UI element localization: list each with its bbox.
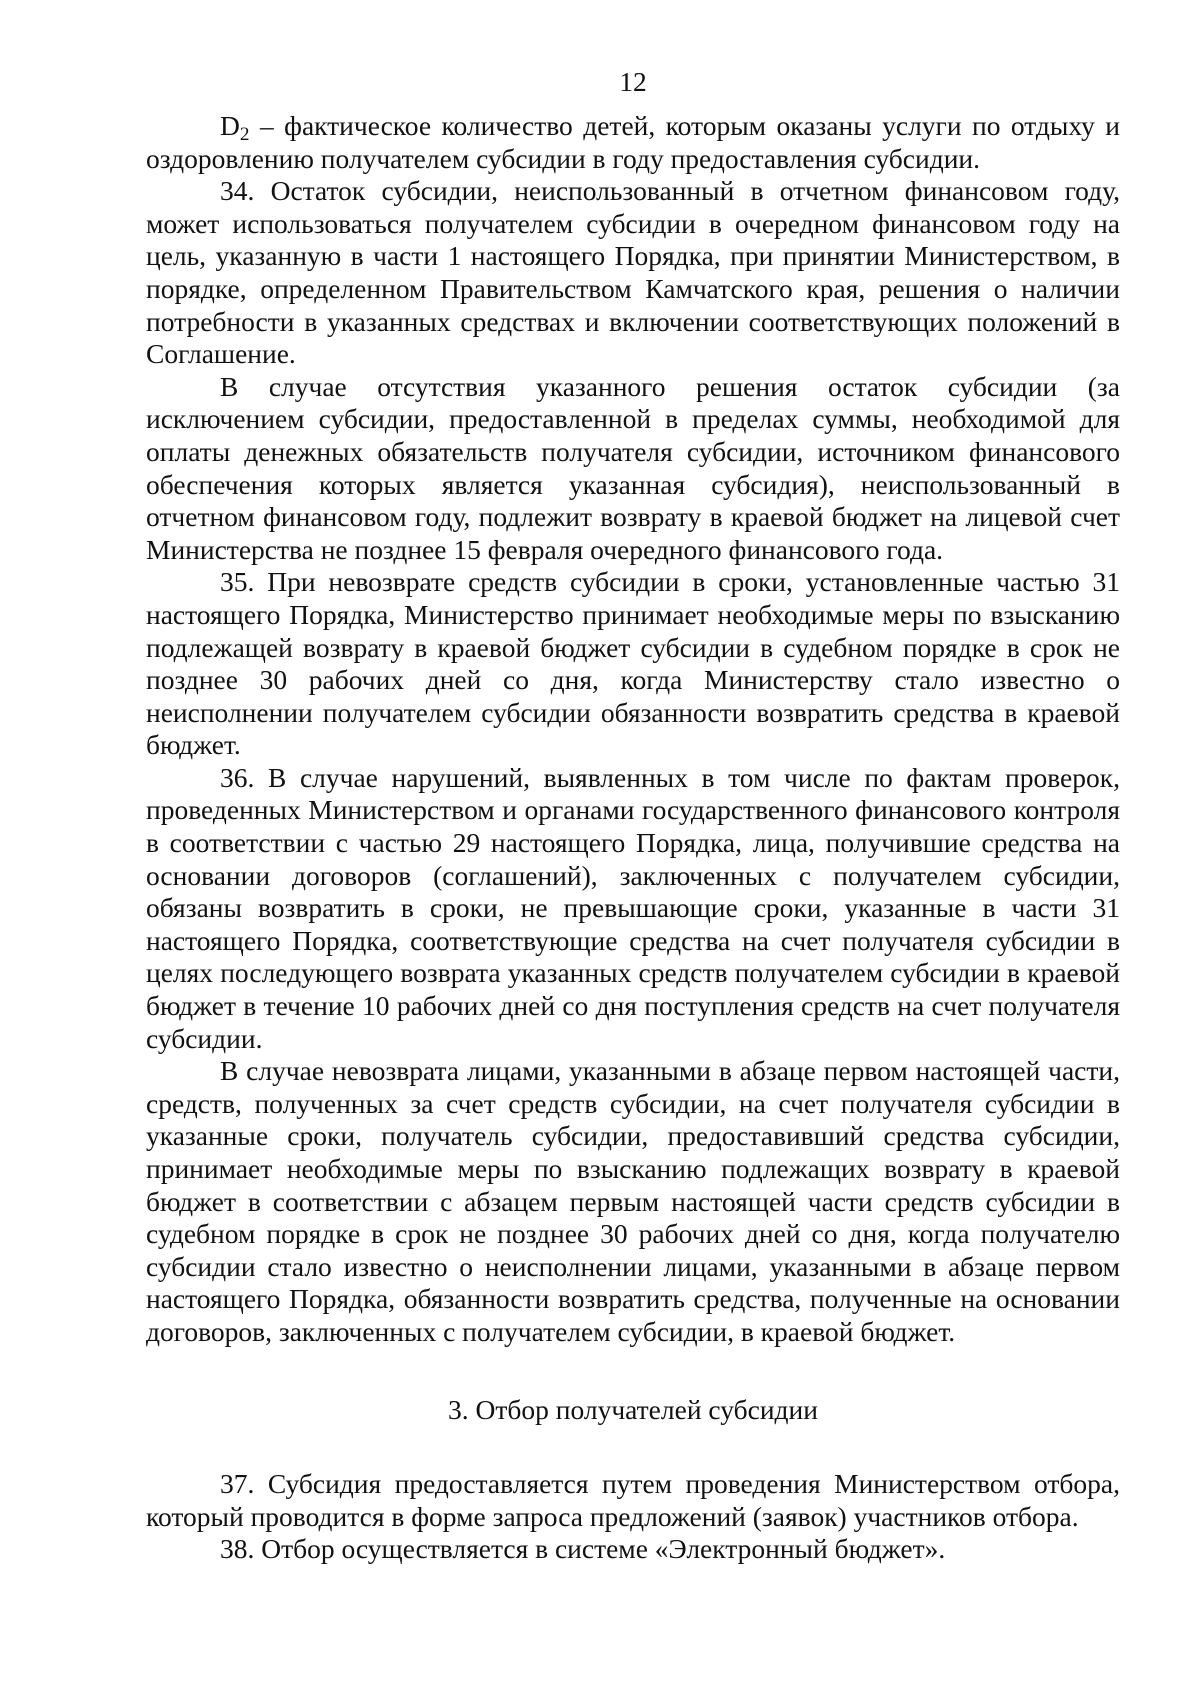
paragraph-35: 35. При невозврате средств субсидии в сроки, установленные частью 31 настоящего Порядка, Министерство принимает необходимые меры по взысканию подлежащей возврату в краевой бюджет субсидии в судебном порядке в срок не позднее 30 рабочих дней со дня, когда Министерству стало известно о неисполнении получателем субсидии обязанности возвратить средства в краевой бюджет. [146, 566, 1120, 761]
variable-subscript: 2 [239, 123, 250, 145]
paragraph-38: 38. Отбор осуществляется в системе «Электронный бюджет». [220, 1533, 946, 1565]
page-number: 12 [619, 66, 647, 97]
document-page [146, 66, 1120, 1566]
paragraph-34-part-2: В случае отсутствия указанного решения остаток субсидии (за исключением субсидии, предоставленной в пределах суммы, необходимой для оплаты денежных обязательств получателя субсидии, источником финансового обеспечения которых является указанная субсидия), неиспользованный в отчетном финансовом году, подлежит возврату в краевой бюджет на лицевой счет Министерства не позднее 15 февраля очередного финансового года. [146, 370, 1120, 565]
paragraph-37: 37. Субсидия предоставляется путем проведения Министерством отбора, который проводится в форме запроса предложений (заявок) участников отбора. [146, 1468, 1120, 1532]
variable-symbol: D [220, 110, 240, 141]
paragraph-36-part-2: В случае невозврата лицами, указанными в абзаце первом настоящей части, средств, полученных за счет средств субсидии, на счет получателя субсидии в указанные сроки, получатель субсидии, предоставивший средства субсидии, принимает необходимые меры по взысканию подлежащих возврату в краевой бюджет в соответствии с абзацем первым настоящей части средств субсидии в судебном порядке в срок не позднее 30 рабочих дней со дня, когда получателю субсидии стало известно о неисполнении лицами, указанными в абзаце первом настоящего Порядка, обязанности возвратить средства, полученные на основании договоров, заключенных с получателем субсидии, в краевой бюджет. [146, 1055, 1120, 1347]
formula-variable-definition [146, 110, 1120, 175]
section-heading: 3. Отбор получателей субсидии [448, 1393, 818, 1425]
paragraph-34: 34. Остаток субсидии, неиспользованный в отчетном финансовом году, может использоваться получателем субсидии в очередном финансовом году на цель, указанную в части 1 настоящего Порядка, при принятии Министерством, в порядке, определенном Правительством Камчатского края, решения о наличии потребности в указанных средствах и включении соответствующих положений в Соглашение. [146, 175, 1120, 370]
paragraph-36: 36. В случае нарушений, выявленных в том числе по фактам проверок, проведенных Министерством и органами государственного финансового контроля в соответствии с частью 29 настоящего Порядка, лица, получившие средства на основании договоров (соглашений), заключенных с получателем субсидии, обязаны возвратить в сроки, не превышающие сроки, указанные в части 31 настоящего Порядка, соответствующие средства на счет получателя субсидии в целях последующего возврата указанных средств получателем субсидии в краевой бюджет в течение 10 рабочих дней со дня поступления средств на счет получателя субсидии. [146, 761, 1120, 1054]
variable-definition-text: – фактическое количество детей, которым оказаны услуги по отдыху и оздоровлению получателем субсидии в году предоставления субсидии. [146, 110, 1120, 174]
